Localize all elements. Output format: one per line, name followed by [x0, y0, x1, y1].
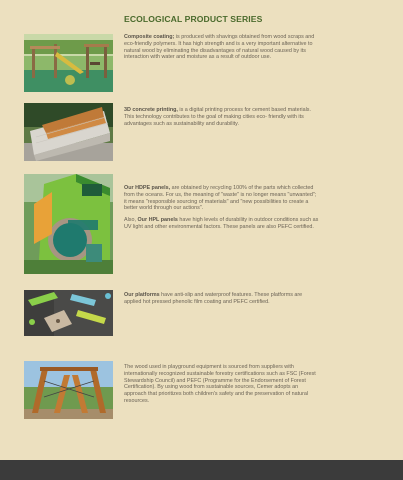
wooden-structure-photo: [24, 361, 113, 419]
platforms-desc: have anti-slip and waterproof features. These platforms are applied hot pressed phenolic film coating and PEFC certified.: [124, 292, 303, 305]
platforms-term: Our platforms: [124, 292, 160, 298]
3d-concrete-term: 3D concrete printing,: [124, 107, 178, 113]
platforms-text: [124, 292, 320, 311]
page-title: ECOLOGICAL PRODUCT SERIES: [124, 14, 263, 24]
platforms-photo: [24, 290, 113, 336]
composite-coating-text: [124, 34, 320, 66]
composite-coating-desc: is produced with shavings obtained from wood scraps and eco-friendly polymers. It has high strength and is a very important alternative to natural wood by eliminating the disadvantages of natural wood caused by its interaction with water and moisture as a result of outdoor use.: [124, 34, 315, 61]
playground-photo: [24, 34, 113, 92]
hpl-prefix: Also,: [124, 217, 138, 224]
sustainable-wood-desc: The wood used in playground equipment is sourced from suppliers with internationally recognized sustainable forestry certifications such as FSC (Forest Stewardship Council) and PEFC (Programme for the Endorsement of Forest Certification). By using wood from sustainable sources, Cemer adopts an approach that prioritizes both children's safety and the preservation of natural resources.: [124, 364, 316, 404]
concrete-bench-photo: [24, 103, 113, 161]
composite-coating-term: Composite coating;: [124, 34, 175, 40]
3d-concrete-desc: is a digital printing process for cement based materials. This technology contributes to the goal of making cities eco- friendly with its advantages such as sustainability and durability.: [124, 107, 311, 127]
hdpe-term: Our HDPE panels,: [124, 185, 171, 191]
footer-bar: [0, 460, 403, 480]
sustainable-wood-text: [124, 364, 320, 410]
playhouse-photo: [24, 174, 113, 274]
hpl-term: Our HPL panels: [137, 217, 178, 224]
3d-concrete-text: [124, 107, 320, 132]
hpl-desc: have high levels of durability in outdoor conditions such as UV light and other environmental factors. These panels are also PEFC certified.: [124, 217, 319, 230]
hdpe-hpl-text: [124, 185, 320, 236]
hdpe-desc: are obtained by recycling 100% of the parts which collected from the oceans. For us, the meaning of "waste" is no longer means "unwanted"; it means "responsible sourcing of materials" and "new possibilities to create a better world through our actions".: [124, 185, 317, 212]
